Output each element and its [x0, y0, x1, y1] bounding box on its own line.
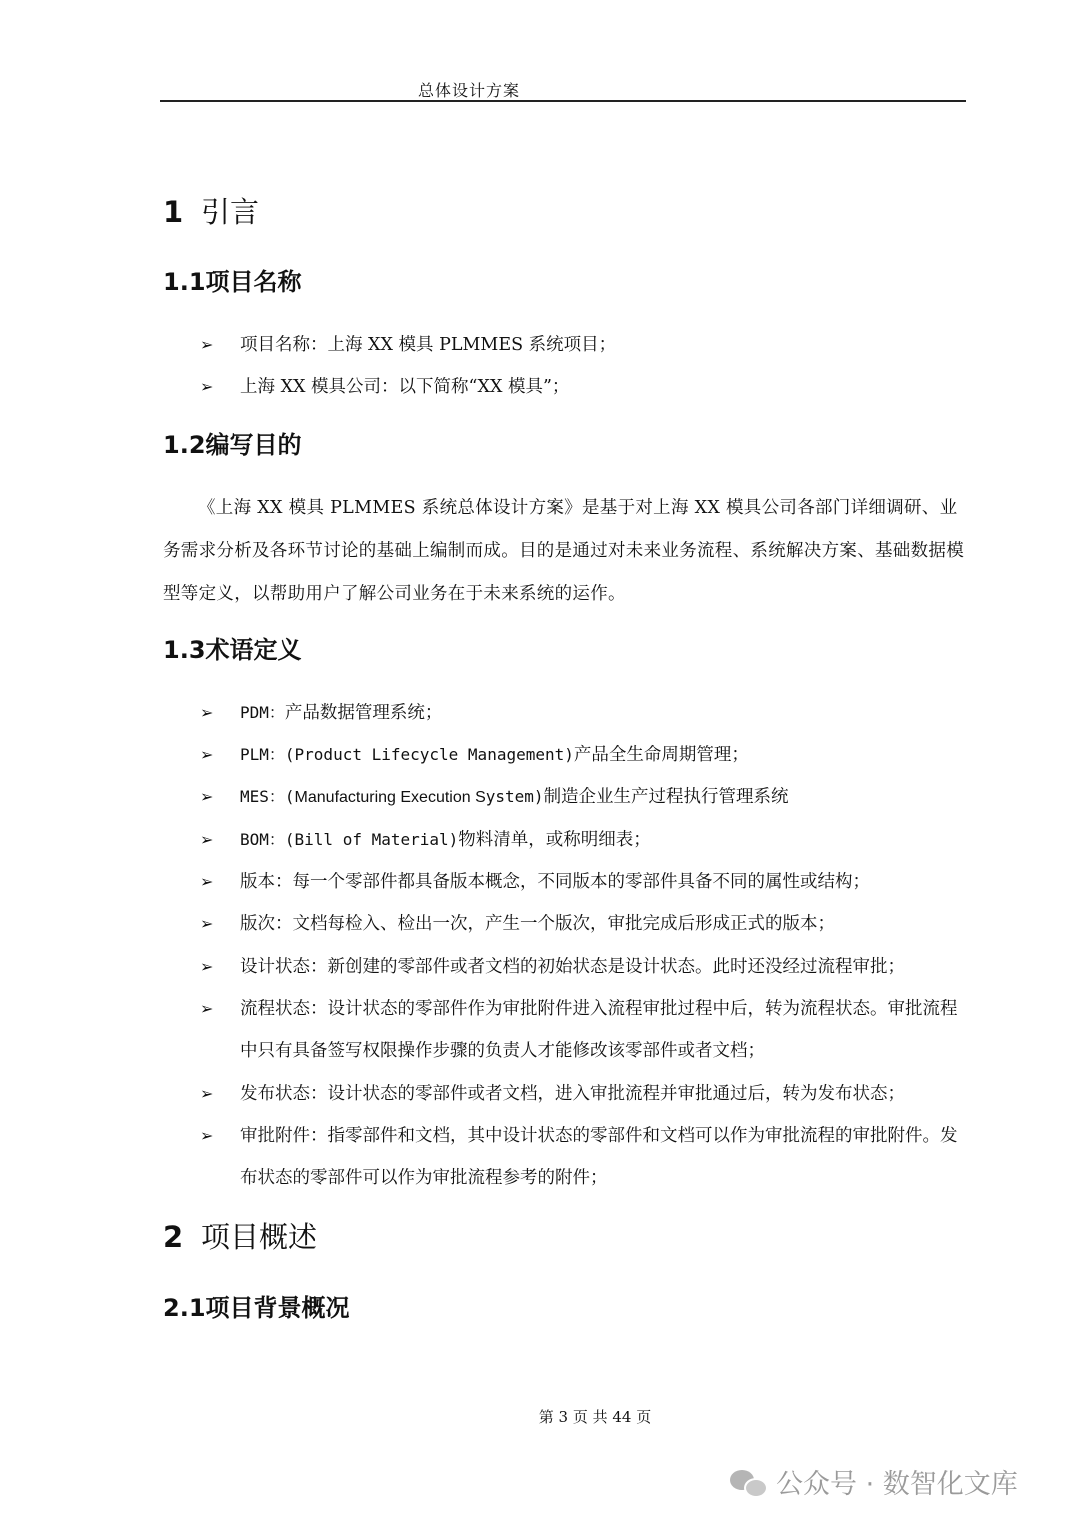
term-text: 设计状态：新创建的零部件或者文档的初始状态是设计状态。此时还没经过流程审批； [240, 957, 905, 977]
section-number: 1 [163, 195, 184, 229]
bullet-arrow-icon: ➢ [200, 1126, 214, 1145]
bullet-arrow-icon: ➢ [200, 957, 214, 976]
section-1-3-heading: 1.3术语定义 [163, 636, 302, 664]
term-design-state [200, 946, 970, 988]
bullet-arrow-icon: ➢ [200, 872, 214, 891]
bullet-arrow-icon: ➢ [200, 914, 214, 933]
term-text: 流程状态：设计状态的零部件作为审批附件进入流程审批过程中后，转为流程状态。审批流程中只有具备签写权限操作步骤的负责人才能修改该零部件或者文档； [240, 999, 958, 1061]
section-number: 2 [163, 1220, 184, 1254]
term-key: PLM：(Product Lifecycle Management) [240, 745, 574, 764]
section-2-heading [163, 1215, 317, 1256]
page-number: 第 3 页 共 44 页 [538, 1408, 652, 1426]
term-version [200, 861, 970, 903]
list-item-text: 项目名称：上海 XX 模具 PLMMES 系统项目； [240, 335, 617, 355]
term-key: MES：( [240, 787, 295, 806]
wechat-icon [728, 1466, 768, 1498]
section-1-1-heading: 1.1项目名称 [163, 268, 302, 296]
term-text: 产品全生命周期管理； [573, 745, 749, 765]
bullet-arrow-icon: ➢ [200, 1084, 214, 1103]
term-text: 产品数据管理系统； [284, 703, 443, 723]
term-revision [200, 903, 970, 945]
term-text: 版本：每一个零部件都具备版本概念，不同版本的零部件具备不同的属性或结构； [240, 872, 870, 892]
section-2-1-heading: 2.1项目背景概况 [163, 1294, 350, 1322]
list-item [200, 366, 970, 408]
bullet-arrow-icon: ➢ [200, 745, 214, 764]
section-title: 项目概述 [201, 1220, 318, 1254]
bullet-arrow-icon: ➢ [200, 999, 214, 1018]
watermark-text: 公众号 · 数智化文库 [776, 1469, 1018, 1500]
header-rule [160, 100, 966, 102]
bullet-arrow-icon: ➢ [200, 377, 214, 396]
purpose-paragraph: 《上海 XX 模具 PLMMES 系统总体设计方案》是基于对上海 XX 模具公司各部门详细调研、业务需求分析及各环节讨论的基础上编制而成。目的是通过对未来业务流程、系统解决方案、基础数据模型等定义，以帮助用户了解公司业务在于未来系统的运作。 [163, 498, 964, 604]
section-1-2-heading: 1.2编写目的 [163, 431, 302, 459]
term-key: BOM：(Bill of Material) [240, 830, 459, 849]
term-approval-attachment [200, 1115, 970, 1199]
bullet-arrow-icon: ➢ [200, 787, 214, 806]
term-key: PDM： [240, 703, 285, 722]
list-item [200, 324, 970, 366]
term-text: 制造企业生产过程执行管理系统 [543, 787, 789, 807]
section-1-heading [163, 190, 259, 231]
bullet-arrow-icon: ➢ [200, 830, 214, 849]
term-pdm [200, 692, 970, 734]
list-item-text: 上海 XX 模具公司：以下简称“XX 模具”； [240, 377, 570, 397]
term-key-end: ystem) [485, 787, 544, 806]
running-header-title: 总体设计方案 [418, 81, 521, 100]
term-release-state [200, 1073, 970, 1115]
term-text: 物料清单，或称明细表； [458, 830, 651, 850]
term-text: 审批附件：指零部件和文档，其中设计状态的零部件和文档可以作为审批流程的审批附件。发布状态的零部件可以作为审批流程参考的附件； [240, 1126, 958, 1188]
section-title: 引言 [201, 195, 260, 229]
watermark [728, 1462, 1018, 1501]
bullet-arrow-icon: ➢ [200, 703, 214, 722]
term-phrase: Manufacturing Execution S [294, 789, 486, 806]
term-bom [200, 819, 970, 861]
term-text: 版次：文档每检入、检出一次，产生一个版次，审批完成后形成正式的版本； [240, 914, 835, 934]
term-mes [200, 776, 970, 819]
term-flow-state [200, 988, 970, 1072]
bullet-arrow-icon: ➢ [200, 335, 214, 354]
term-text: 发布状态：设计状态的零部件或者文档，进入审批流程并审批通过后，转为发布状态； [240, 1084, 905, 1104]
term-plm [200, 734, 970, 776]
